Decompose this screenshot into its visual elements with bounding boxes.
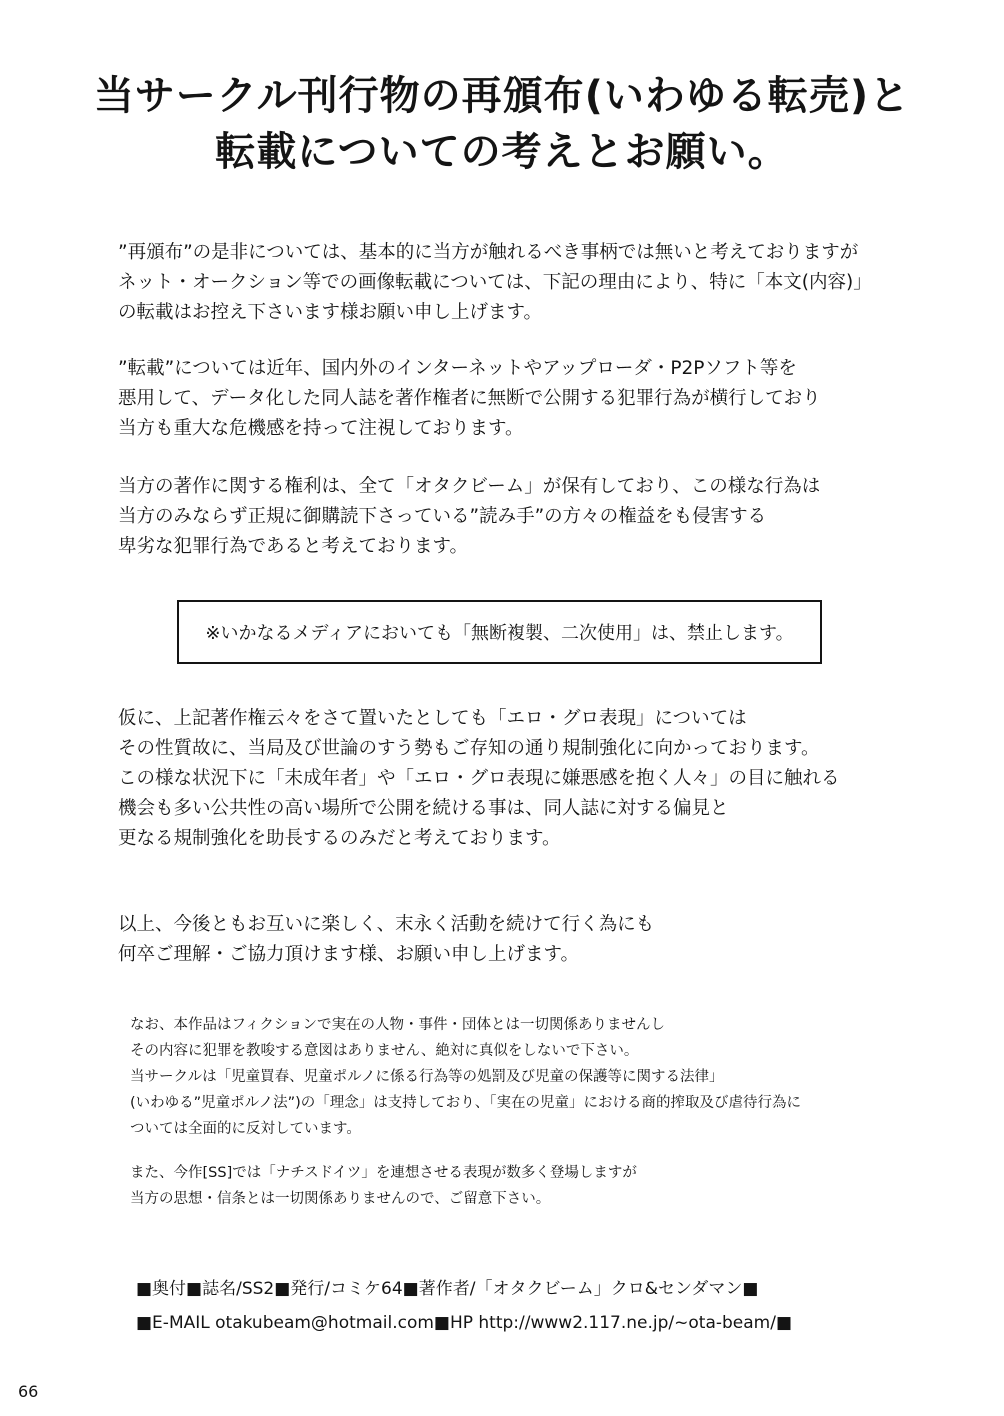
paragraph-line: 当方も重大な危機感を持って注視しております。 (118, 418, 524, 439)
colophon (136, 1272, 792, 1340)
colophon-line-contact: ■E-MAIL otakubeam@hotmail.com■HP http://www2.117.ne.jp/~ota-beam/■ (136, 1313, 793, 1333)
prohibition-notice: ※いかなるメディアにおいても「無断複製、二次使用」は、禁止します。 (205, 623, 794, 644)
paragraph-line: 以上、今後ともお互いに楽しく、末永く活動を続けて行く為にも (118, 914, 655, 935)
paragraph-regulation (118, 704, 840, 854)
note-line: 当サークルは「児童買春、児童ポルノに係る行為等の処罰及び児童の保護等に関する法律」 (130, 1069, 724, 1085)
paragraph-line: ネット・オークション等での画像転載については、下記の理由により、特に「本文(内容)」 (118, 272, 872, 293)
paragraph-line: この様な状況下に「未成年者」や「エロ・グロ表現に嫌悪感を抱く人々」の目に触れる (118, 768, 840, 789)
paragraph-line: ”再頒布”の是非については、基本的に当方が触れるべき事柄では無いと考えておりますが (118, 242, 859, 263)
page-title (0, 68, 1004, 180)
paragraph-line: その性質故に、当局及び世論のすう勢もご存知の通り規制強化に向かっております。 (118, 738, 820, 759)
note-line: ついては全面的に反対しています。 (130, 1121, 361, 1137)
note-line: (いわゆる”児童ポルノ法”)の「理念」は支持しており、「実在の児童」における商的搾取及び虐待行為に (130, 1095, 802, 1111)
note-line: なお、本作品はフィクションで実在の人物・事件・団体とは一切関係ありませんし (130, 1017, 666, 1033)
paragraph-line: 更なる規制強化を助長するのみだと考えております。 (118, 828, 561, 849)
colophon-line-publication: ■奥付■誌名/SS2■発行/コミケ64■著作者/「オタクビーム」クロ&センダマン■ (136, 1279, 759, 1299)
paragraph-line: ”転載”については近年、国内外のインターネットやアップローダ・P2Pソフト等を (118, 358, 797, 379)
prohibition-notice-box (177, 600, 822, 664)
title-line-2: 転載についての考えとお願い。 (215, 129, 789, 175)
paragraph-rights (118, 472, 820, 562)
paragraph-reposting (118, 354, 821, 444)
paragraph-redistribution (118, 238, 872, 328)
paragraph-closing (118, 910, 654, 970)
paragraph-line: 機会も多い公共性の高い場所で公開を続ける事は、同人誌に対する偏見と (118, 798, 729, 819)
fiction-disclaimer (130, 1012, 801, 1142)
paragraph-line: 悪用して、データ化した同人誌を著作権者に無断で公開する犯罪行為が横行しており (118, 388, 821, 409)
paragraph-line: 仮に、上記著作権云々をさて置いたとしても「エロ・グロ表現」については (118, 708, 747, 729)
content-disclaimer (130, 1160, 637, 1212)
paragraph-line: 当方の著作に関する権利は、全て「オタクビーム」が保有しており、この様な行為は (118, 476, 821, 497)
note-line: その内容に犯罪を教唆する意図はありません、絶対に真似をしないで下さい。 (130, 1043, 639, 1059)
paragraph-line: 卑劣な犯罪行為であると考えております。 (118, 536, 469, 557)
paragraph-line: 当方のみならず正規に御購読下さっている”読み手”の方々の権益をも侵害する (118, 506, 767, 527)
page-number: 66 (18, 1382, 39, 1401)
paragraph-line: の転載はお控え下さいます様お願い申し上げます。 (118, 302, 543, 323)
paragraph-line: 何卒ご理解・ご協力頂けます様、お願い申し上げます。 (118, 944, 580, 965)
note-line: また、今作[SS]では「ナチスドイツ」を連想させる表現が数多く登場しますが (130, 1165, 637, 1181)
note-line: 当方の思想・信条とは一切関係ありませんので、ご留意下さい。 (130, 1191, 551, 1207)
title-line-1: 当サークル刊行物の再頒布(いわゆる転売)と (93, 73, 911, 119)
